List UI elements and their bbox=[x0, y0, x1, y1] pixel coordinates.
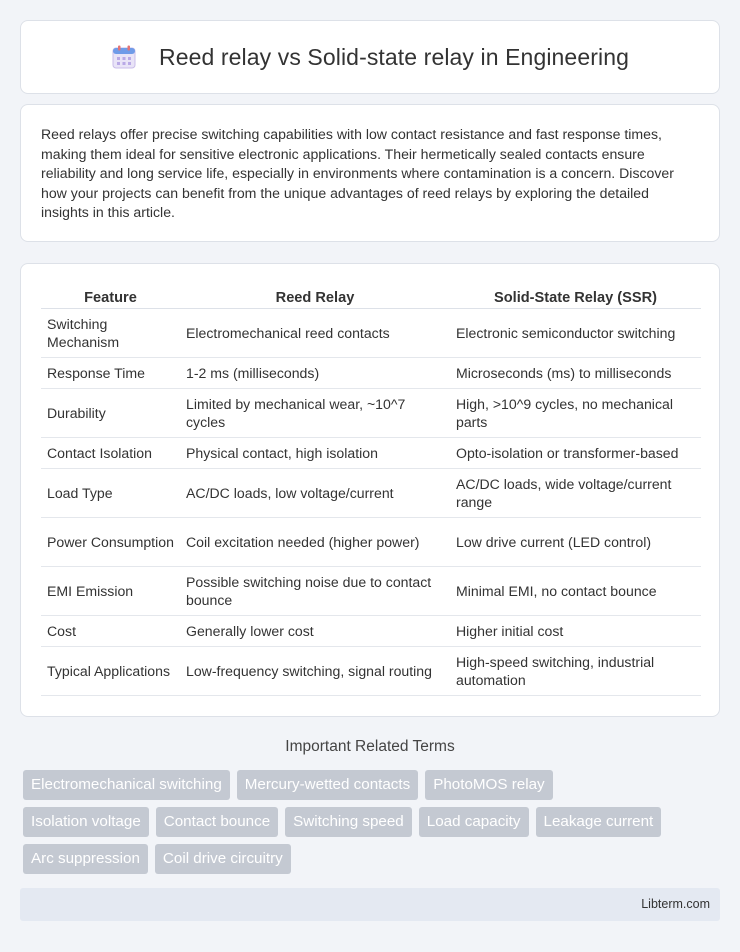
table-row bbox=[41, 468, 701, 517]
tag-row bbox=[23, 844, 723, 874]
feature-cell: Cost bbox=[41, 615, 180, 646]
ssr-cell: Higher initial cost bbox=[450, 615, 701, 646]
related-terms-tags bbox=[23, 770, 723, 881]
comparison-table bbox=[41, 284, 701, 696]
tag-contact-bounce[interactable]: Contact bounce bbox=[156, 807, 278, 837]
feature-cell: Contact Isolation bbox=[41, 437, 180, 468]
table-header-row bbox=[41, 284, 701, 308]
feature-cell: Power Consumption bbox=[41, 517, 180, 566]
table-row bbox=[41, 308, 701, 357]
tag-electromechanical-switching[interactable]: Electromechanical switching bbox=[23, 770, 230, 800]
comparison-table-card bbox=[20, 263, 720, 717]
tag-row bbox=[23, 770, 723, 800]
related-terms-title: Important Related Terms bbox=[285, 738, 455, 755]
tag-isolation-voltage[interactable]: Isolation voltage bbox=[23, 807, 149, 837]
table-row bbox=[41, 517, 701, 566]
reed-cell: Possible switching noise due to contact bounce bbox=[180, 566, 450, 615]
ssr-cell: Opto-isolation or transformer-based bbox=[450, 437, 701, 468]
tag-leakage-current[interactable]: Leakage current bbox=[536, 807, 662, 837]
ssr-cell: Minimal EMI, no contact bounce bbox=[450, 566, 701, 615]
tag-coil-drive-circuitry[interactable]: Coil drive circuitry bbox=[155, 844, 291, 874]
reed-cell: Physical contact, high isolation bbox=[180, 437, 450, 468]
reed-cell: AC/DC loads, low voltage/current bbox=[180, 468, 450, 517]
table-row bbox=[41, 357, 701, 388]
header-reed-relay: Reed Relay bbox=[180, 284, 450, 308]
footer bbox=[20, 888, 720, 921]
title-card bbox=[20, 20, 720, 94]
tag-arc-suppression[interactable]: Arc suppression bbox=[23, 844, 148, 874]
intro-text: Reed relays offer precise switching capabilities with low contact resistance and fast response times, making them ideal for sensitive electronic applications. Their hermetically sealed contacts ensure reliability and long service life, especially in environments where contamination is a concern. Discover how your projects can benefit from the unique advantages of reed relays by exploring the detailed insights in this article. bbox=[41, 126, 674, 221]
table-row bbox=[41, 566, 701, 615]
tag-switching-speed[interactable]: Switching speed bbox=[285, 807, 412, 837]
table-row bbox=[41, 615, 701, 646]
feature-cell: Response Time bbox=[41, 357, 180, 388]
tag-row bbox=[23, 807, 723, 837]
tag-load-capacity[interactable]: Load capacity bbox=[419, 807, 529, 837]
table-row bbox=[41, 388, 701, 437]
feature-cell: Typical Applications bbox=[41, 646, 180, 695]
reed-cell: Electromechanical reed contacts bbox=[180, 308, 450, 357]
page-title: Reed relay vs Solid-state relay in Engineering bbox=[159, 43, 629, 70]
footer-link[interactable]: Libterm.com bbox=[641, 897, 710, 911]
reed-cell: Generally lower cost bbox=[180, 615, 450, 646]
ssr-cell: AC/DC loads, wide voltage/current range bbox=[450, 468, 701, 517]
tag-photomos-relay[interactable]: PhotoMOS relay bbox=[425, 770, 552, 800]
tag-mercury-wetted-contacts[interactable]: Mercury-wetted contacts bbox=[237, 770, 418, 800]
ssr-cell: Electronic semiconductor switching bbox=[450, 308, 701, 357]
header-feature: Feature bbox=[41, 284, 180, 308]
ssr-cell: High-speed switching, industrial automation bbox=[450, 646, 701, 695]
table-row bbox=[41, 437, 701, 468]
feature-cell: Durability bbox=[41, 388, 180, 437]
intro-card bbox=[20, 104, 720, 242]
ssr-cell: High, >10^9 cycles, no mechanical parts bbox=[450, 388, 701, 437]
feature-cell: EMI Emission bbox=[41, 566, 180, 615]
table-row bbox=[41, 646, 701, 695]
feature-cell: Switching Mechanism bbox=[41, 308, 180, 357]
feature-cell: Load Type bbox=[41, 468, 180, 517]
reed-cell: Coil excitation needed (higher power) bbox=[180, 517, 450, 566]
ssr-cell: Low drive current (LED control) bbox=[450, 517, 701, 566]
reed-cell: Limited by mechanical wear, ~10^7 cycles bbox=[180, 388, 450, 437]
reed-cell: Low-frequency switching, signal routing bbox=[180, 646, 450, 695]
calendar-icon bbox=[111, 44, 137, 70]
ssr-cell: Microseconds (ms) to milliseconds bbox=[450, 357, 701, 388]
reed-cell: 1-2 ms (milliseconds) bbox=[180, 357, 450, 388]
header-ssr: Solid-State Relay (SSR) bbox=[450, 284, 701, 308]
